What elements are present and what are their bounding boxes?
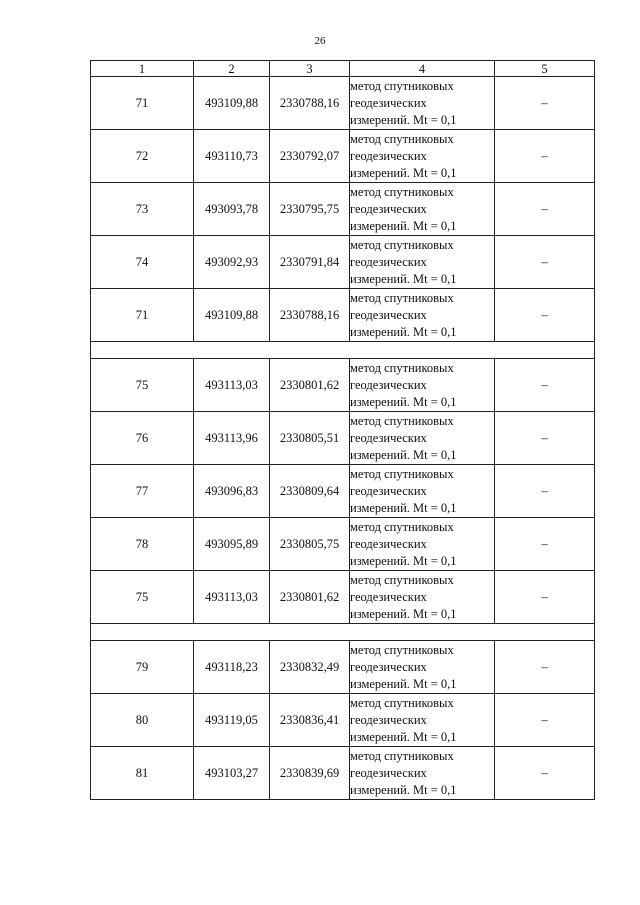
- method-text-line: метод спутниковых: [350, 695, 454, 710]
- method-text-line: измерений. Mt = 0,1: [350, 729, 457, 744]
- separator-cell: [91, 342, 595, 359]
- method-text-line: метод спутниковых: [350, 642, 454, 657]
- group-separator-row: [91, 624, 595, 641]
- method-text-line: геодезических: [350, 201, 427, 216]
- method-text-line: метод спутниковых: [350, 519, 454, 534]
- coordinate-y-cell: 2330805,75: [270, 518, 350, 571]
- method-text-line: измерений. Mt = 0,1: [350, 500, 457, 515]
- coordinate-x-cell: 493093,78: [194, 183, 270, 236]
- coordinate-y-cell: 2330801,62: [270, 359, 350, 412]
- method-text-line: геодезических: [350, 377, 427, 392]
- method-text-line: измерений. Mt = 0,1: [350, 112, 457, 127]
- error-cell: –: [495, 694, 595, 747]
- error-cell: –: [495, 77, 595, 130]
- table-row: [91, 130, 595, 183]
- point-number-cell: 73: [91, 183, 194, 236]
- method-text-line: метод спутниковых: [350, 78, 454, 93]
- method-text-line: геодезических: [350, 95, 427, 110]
- table-row: [91, 183, 595, 236]
- method-cell: [350, 412, 495, 465]
- header-row: [91, 61, 595, 77]
- coordinate-x-cell: 493113,96: [194, 412, 270, 465]
- point-number-cell: 76: [91, 412, 194, 465]
- method-cell: [350, 77, 495, 130]
- coordinates-table: [90, 60, 595, 800]
- coordinate-y-cell: 2330832,49: [270, 641, 350, 694]
- method-cell: [350, 641, 495, 694]
- coordinate-y-cell: 2330788,16: [270, 77, 350, 130]
- error-cell: –: [495, 236, 595, 289]
- method-text-line: измерений. Mt = 0,1: [350, 676, 457, 691]
- coordinate-x-cell: 493095,89: [194, 518, 270, 571]
- method-text-line: метод спутниковых: [350, 237, 454, 252]
- method-text-line: геодезических: [350, 659, 427, 674]
- coordinate-x-cell: 493113,03: [194, 571, 270, 624]
- coordinate-x-cell: 493113,03: [194, 359, 270, 412]
- table-row: [91, 571, 595, 624]
- coordinate-x-cell: 493092,93: [194, 236, 270, 289]
- error-cell: –: [495, 518, 595, 571]
- method-text-line: метод спутниковых: [350, 572, 454, 587]
- error-cell: –: [495, 289, 595, 342]
- table-row: [91, 412, 595, 465]
- method-text-line: геодезических: [350, 430, 427, 445]
- table-row: [91, 694, 595, 747]
- method-text-line: геодезических: [350, 765, 427, 780]
- column-header-5: 5: [495, 61, 595, 77]
- coordinate-x-cell: 493096,83: [194, 465, 270, 518]
- method-cell: [350, 359, 495, 412]
- method-cell: [350, 694, 495, 747]
- method-text-line: метод спутниковых: [350, 360, 454, 375]
- table-row: [91, 77, 595, 130]
- column-header-2: 2: [194, 61, 270, 77]
- method-text-line: метод спутниковых: [350, 466, 454, 481]
- table-header: [91, 61, 595, 77]
- point-number-cell: 74: [91, 236, 194, 289]
- coordinate-y-cell: 2330792,07: [270, 130, 350, 183]
- point-number-cell: 75: [91, 571, 194, 624]
- point-number-cell: 71: [91, 77, 194, 130]
- separator-cell: [91, 624, 595, 641]
- coordinate-x-cell: 493109,88: [194, 77, 270, 130]
- method-cell: [350, 236, 495, 289]
- method-text-line: геодезических: [350, 712, 427, 727]
- error-cell: –: [495, 183, 595, 236]
- method-text-line: измерений. Mt = 0,1: [350, 324, 457, 339]
- point-number-cell: 75: [91, 359, 194, 412]
- method-cell: [350, 518, 495, 571]
- method-text-line: геодезических: [350, 483, 427, 498]
- coordinate-x-cell: 493109,88: [194, 289, 270, 342]
- error-cell: –: [495, 359, 595, 412]
- table-row: [91, 465, 595, 518]
- method-cell: [350, 571, 495, 624]
- table-row: [91, 518, 595, 571]
- method-text-line: геодезических: [350, 307, 427, 322]
- point-number-cell: 79: [91, 641, 194, 694]
- error-cell: –: [495, 641, 595, 694]
- method-text-line: геодезических: [350, 254, 427, 269]
- method-text-line: измерений. Mt = 0,1: [350, 553, 457, 568]
- coordinate-y-cell: 2330788,16: [270, 289, 350, 342]
- coordinate-y-cell: 2330836,41: [270, 694, 350, 747]
- method-cell: [350, 183, 495, 236]
- coordinate-y-cell: 2330809,64: [270, 465, 350, 518]
- column-header-4: 4: [350, 61, 495, 77]
- table-row: [91, 641, 595, 694]
- point-number-cell: 71: [91, 289, 194, 342]
- error-cell: –: [495, 571, 595, 624]
- method-text-line: измерений. Mt = 0,1: [350, 394, 457, 409]
- method-cell: [350, 747, 495, 800]
- coordinate-y-cell: 2330795,75: [270, 183, 350, 236]
- table-body: [91, 77, 595, 800]
- method-cell: [350, 465, 495, 518]
- coordinate-x-cell: 493118,23: [194, 641, 270, 694]
- table-row: [91, 747, 595, 800]
- method-cell: [350, 289, 495, 342]
- table-row: [91, 236, 595, 289]
- error-cell: –: [495, 412, 595, 465]
- method-text-line: геодезических: [350, 589, 427, 604]
- coordinate-y-cell: 2330791,84: [270, 236, 350, 289]
- group-separator-row: [91, 342, 595, 359]
- method-text-line: геодезических: [350, 148, 427, 163]
- method-text-line: измерений. Mt = 0,1: [350, 447, 457, 462]
- method-text-line: метод спутниковых: [350, 413, 454, 428]
- coordinate-x-cell: 493119,05: [194, 694, 270, 747]
- error-cell: –: [495, 465, 595, 518]
- method-text-line: метод спутниковых: [350, 184, 454, 199]
- error-cell: –: [495, 130, 595, 183]
- table-row: [91, 289, 595, 342]
- method-text-line: измерений. Mt = 0,1: [350, 218, 457, 233]
- table-row: [91, 359, 595, 412]
- coordinate-y-cell: 2330805,51: [270, 412, 350, 465]
- method-text-line: метод спутниковых: [350, 290, 454, 305]
- page-number: 26: [314, 35, 326, 47]
- point-number-cell: 80: [91, 694, 194, 747]
- method-text-line: метод спутниковых: [350, 748, 454, 763]
- coordinate-y-cell: 2330839,69: [270, 747, 350, 800]
- method-cell: [350, 130, 495, 183]
- method-text-line: геодезических: [350, 536, 427, 551]
- coordinate-x-cell: 493110,73: [194, 130, 270, 183]
- method-text-line: измерений. Mt = 0,1: [350, 606, 457, 621]
- point-number-cell: 78: [91, 518, 194, 571]
- method-text-line: измерений. Mt = 0,1: [350, 271, 457, 286]
- coordinate-y-cell: 2330801,62: [270, 571, 350, 624]
- method-text-line: метод спутниковых: [350, 131, 454, 146]
- coordinate-x-cell: 493103,27: [194, 747, 270, 800]
- column-header-3: 3: [270, 61, 350, 77]
- error-cell: –: [495, 747, 595, 800]
- point-number-cell: 72: [91, 130, 194, 183]
- point-number-cell: 77: [91, 465, 194, 518]
- method-text-line: измерений. Mt = 0,1: [350, 165, 457, 180]
- point-number-cell: 81: [91, 747, 194, 800]
- method-text-line: измерений. Mt = 0,1: [350, 782, 457, 797]
- column-header-1: 1: [91, 61, 194, 77]
